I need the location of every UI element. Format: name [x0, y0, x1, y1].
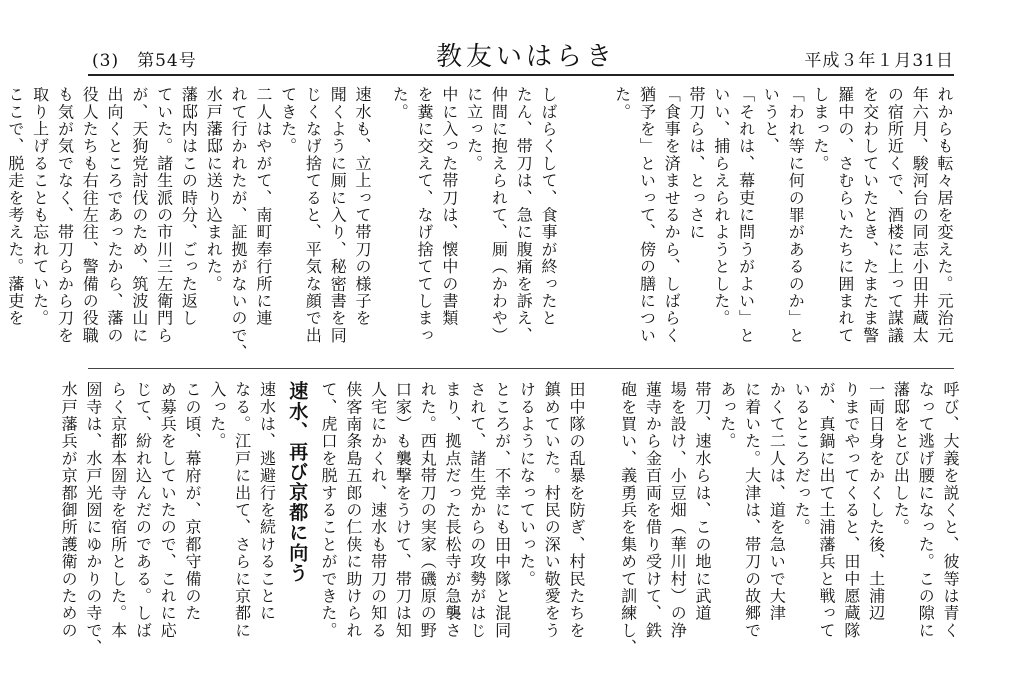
text-line: しばらくして、食事が終ったと — [539, 86, 558, 327]
header-rule — [88, 74, 954, 76]
text-line: 藩邸内はこの時分、ごった返し — [179, 86, 199, 327]
text-line: 帯刀、速水らは、この地に武道 — [693, 381, 713, 622]
text-line: 役人たちも右往左往、警備の役職 — [80, 86, 100, 344]
text-line: いるところだった。 — [792, 381, 812, 536]
text-line: を糞に交えて、なげ捨ててしまっ — [415, 86, 435, 344]
text-line: に着いた。大津は、帯刀の故郷で — [742, 381, 762, 639]
text-line: 藩邸をとび出した。 — [891, 381, 911, 536]
text-line: 帯刀らは、とっさに — [687, 86, 707, 241]
text-line: 口家）も襲撃をうけて、帯刀は知 — [393, 381, 413, 639]
text-line: に立った。 — [464, 86, 484, 172]
text-line: 入った。 — [207, 381, 227, 450]
text-line: 蓮寺から金百両を借り受けて、鉄 — [643, 381, 663, 639]
upper-middle-text — [370, 86, 560, 358]
text-line: た。 — [612, 86, 632, 121]
text-line: れからも転々居を変えた。元治元 — [935, 86, 954, 344]
text-line: 二人はやがて、南町奉行所に連 — [253, 86, 273, 327]
issue-date: 平成３年１月31日 — [804, 51, 954, 71]
text-line: 聞くように厠に入り、秘密書を同 — [328, 86, 348, 344]
text-line: 砲を買い、義勇兵を集めて訓練し、 — [618, 381, 638, 657]
text-line: 速水も、立上って帯刀の様子を — [353, 86, 372, 327]
text-line: いうと、 — [761, 86, 781, 155]
text-line: ていた。諸生派の市川三左衛門ら — [154, 86, 174, 344]
text-line: されて、諸生党からの攻勢がはじ — [467, 381, 487, 639]
text-line: なって逃げ腰になった。この隙に — [916, 381, 936, 639]
text-line: ところが、不幸にも田中隊と混同 — [492, 381, 512, 639]
text-line: 場を設け、小豆畑（華川村）の浄 — [668, 381, 688, 639]
text-line: て、虎口を脱することができた。 — [319, 381, 339, 639]
text-line: 羅中の、さむらいたちに囲まれて — [835, 86, 855, 344]
text-line: た。 — [390, 86, 410, 121]
text-line: 水戸藩邸に送り込まれた。 — [204, 86, 224, 293]
text-line: てきた。 — [278, 86, 298, 155]
text-line: じて、紛れ込んだのである。しば — [133, 381, 153, 639]
text-line: あった。 — [717, 381, 737, 450]
lower-right-text — [600, 381, 962, 657]
text-line: 中に入った帯刀は、懐中の書類 — [439, 86, 459, 327]
text-line: 侠客南条島五郎の仁侠に助けられ — [343, 381, 363, 639]
text-line: 取り上げることも忘れていた。 — [30, 86, 50, 327]
text-line: 出向くところであったから、藩の — [105, 86, 125, 344]
tier-divider — [88, 368, 954, 369]
upper-left-text — [5, 86, 374, 362]
text-line: 速水は、逃避行を続けることに — [257, 381, 277, 622]
text-line: たん、帯刀は、急に腹痛を訴え、 — [514, 86, 534, 344]
text-line: じくなげ捨てると、平気な顔で出 — [303, 86, 323, 344]
text-line: 「それは、幕吏に問うがよい」と — [736, 86, 756, 344]
text-line: いい、捕らえられようとした。 — [711, 86, 731, 327]
text-line: も気が気でなく、帯刀らから刀を — [55, 86, 75, 344]
text-line: らく京都本圀寺を宿所とした。本 — [108, 381, 128, 639]
text-line: 鎮めていた。村民の深い敬愛をう — [542, 381, 562, 639]
text-line: 「われ等に何の罪があるのか」と — [786, 86, 806, 344]
text-line: を交わしていたとき、たまたま警 — [860, 86, 880, 344]
text-line: が、天狗党討伐のため、筑波山に — [129, 86, 149, 344]
text-line: 「食事を済ませるから、しばらく — [662, 86, 682, 344]
text-line: 圀寺は、水戸光圀にゆかりの寺で、 — [83, 381, 103, 657]
text-line: この頃、幕府が、京都守備のた — [183, 381, 203, 622]
section-heading: 速水、再び京都に向う — [286, 381, 309, 583]
text-line: 人宅にかくれ、速水も帯刀の知る — [368, 381, 388, 639]
text-line: ここで、脱走を考えた。藩吏を — [5, 86, 25, 327]
text-line: まり、拠点だった長松寺が急襲さ — [443, 381, 463, 639]
text-line: 一両日身をかくした後、土浦辺 — [866, 381, 886, 622]
text-line: 水戸藩兵が京都御所護衛のための — [59, 381, 79, 639]
text-line: なる。江戸に出て、さらに京都に — [232, 381, 252, 639]
text-line: め募兵をしていたので、これに応 — [158, 381, 178, 639]
lower-left-text — [59, 381, 588, 657]
page-header — [0, 0, 1024, 80]
text-line: 田中隊の乱暴を防ぎ、村民たちを — [567, 381, 586, 639]
upper-right-text — [556, 86, 956, 358]
text-line: けるようになっていった。 — [517, 381, 537, 588]
text-line: かくて二人は、道を急いで大津 — [767, 381, 787, 622]
text-line: れて行かれたが、証拠がないので、 — [229, 86, 249, 362]
text-line: 猶予を」といって、傍の膳につい — [637, 86, 657, 344]
text-line: 年六月、駿河台の同志小田井蔵太 — [910, 86, 930, 344]
text-line: の宿所近くで、酒楼に上って謀議 — [885, 86, 905, 344]
text-line: 呼び、大義を説くと、彼等は青く — [941, 381, 960, 639]
text-line: が、真鍋に出て土浦藩兵と戦って — [817, 381, 837, 639]
newsletter-title: 教友いはらき — [436, 42, 617, 72]
text-line: 仲間に抱えられて、厠（かわや） — [489, 86, 509, 344]
text-line: りまでやってくると、田中愿蔵隊 — [841, 381, 861, 639]
text-line: れた。西丸帯刀の実家（磯原の野 — [418, 381, 438, 639]
text-line: しまった。 — [811, 86, 831, 172]
issue-number: (3) 第54号 — [92, 51, 197, 71]
